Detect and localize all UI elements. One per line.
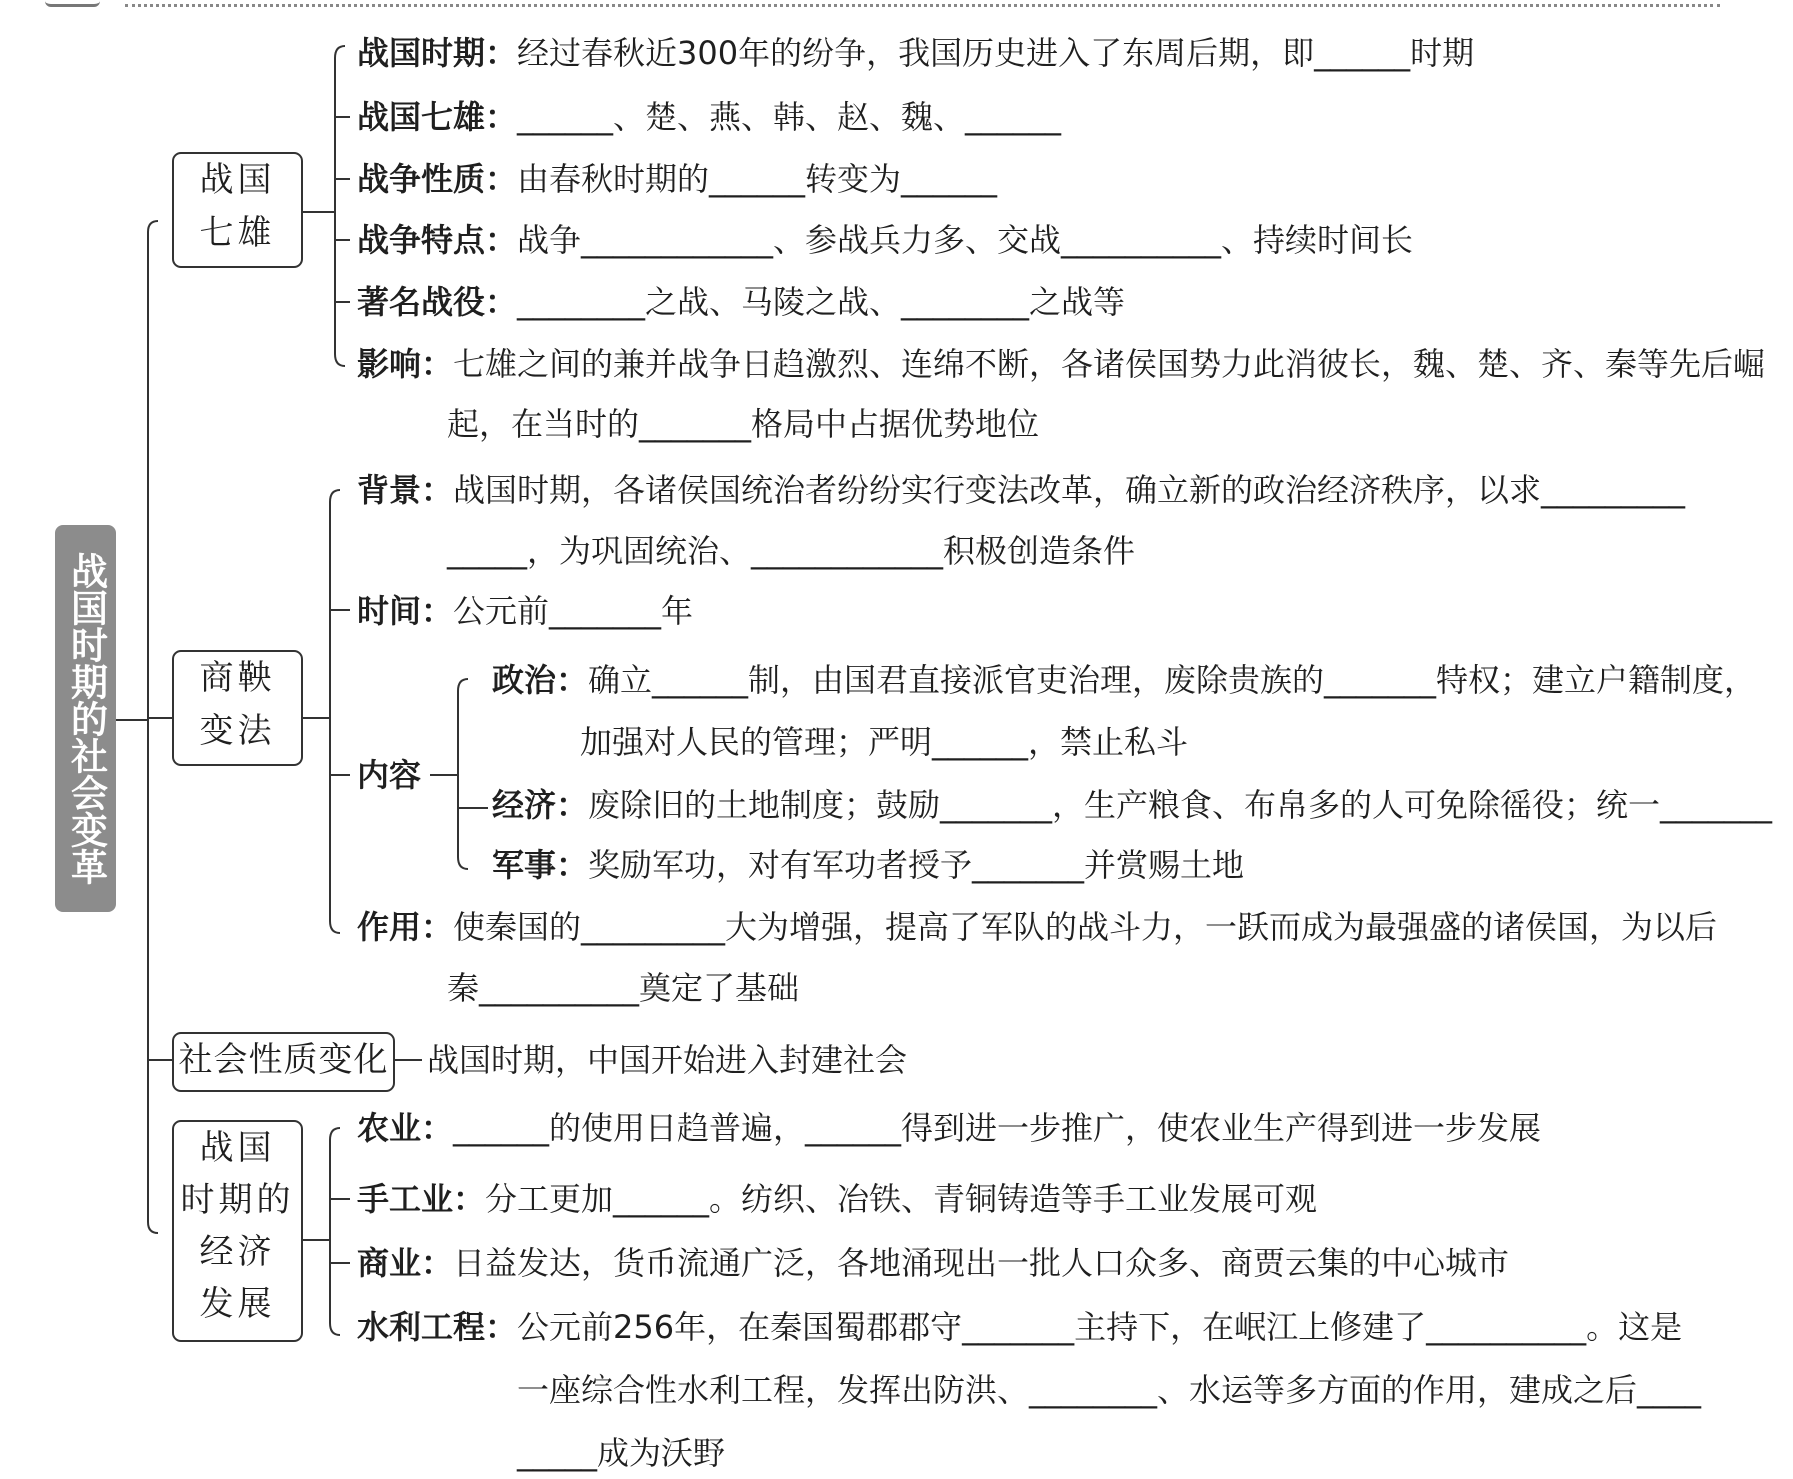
item-text: 使秦国的_________大为增强，提高了军队的战斗力，一跃而成为最强盛的诸侯国，为以后 xyxy=(453,908,1718,946)
content-item xyxy=(492,660,1756,700)
list-item xyxy=(357,1179,1317,1219)
list-item xyxy=(517,1370,1701,1410)
box-line: 变法 xyxy=(199,711,276,751)
list-item xyxy=(447,531,1135,571)
list-item xyxy=(447,968,799,1008)
item-text: 战争____________、参战兵力多、交战__________、持续时间长 xyxy=(517,221,1414,259)
item-label: 手工业： xyxy=(357,1180,486,1218)
box-shehui-xingzhi xyxy=(172,1032,395,1092)
item-label: 作用： xyxy=(357,908,454,946)
list-item xyxy=(357,1307,1682,1347)
shehui-text: 战国时期，中国开始进入封建社会 xyxy=(427,1041,908,1079)
box-line: 经济 xyxy=(199,1232,276,1272)
content-label: 内容 xyxy=(357,756,422,794)
content-item xyxy=(580,722,1188,762)
item-text: 战国时期，各诸侯国统治者纷纷实行变法改革，确立新的政治经济秩序，以求_________ xyxy=(453,471,1686,509)
item-text: 公元前_______年 xyxy=(453,592,694,630)
content-item xyxy=(492,845,1244,885)
item-label: 背景： xyxy=(357,471,454,509)
item-text: 废除旧的土地制度；鼓励_______，生产粮食、布帛多的人可免除徭役；统一_______ xyxy=(588,786,1773,824)
item-text: ______的使用日趋普遍，______得到进一步推广，使农业生产得到进一步发展 xyxy=(453,1109,1542,1147)
item-text: 起，在当时的_______格局中占据优势地位 xyxy=(447,405,1040,443)
box-jingji-fazhan xyxy=(172,1120,303,1342)
list-item xyxy=(517,1433,725,1473)
list-item xyxy=(357,1108,1541,1148)
box-zhanguo-qixiong xyxy=(172,152,303,268)
item-text: _____成为沃野 xyxy=(517,1434,726,1472)
list-item xyxy=(357,220,1413,260)
item-text: 加强对人民的管理；严明______，禁止私斗 xyxy=(580,723,1189,761)
item-label: 战国时期： xyxy=(357,34,518,72)
item-label: 商业： xyxy=(357,1244,454,1282)
item-label: 战争性质： xyxy=(357,160,518,198)
list-item xyxy=(357,159,997,199)
box-line: 战国 xyxy=(199,160,276,200)
item-text: 秦__________奠定了基础 xyxy=(447,969,800,1007)
item-label: 农业： xyxy=(357,1109,454,1147)
item-text: 公元前256年，在秦国蜀郡郡守_______主持下，在岷江上修建了__________。这是 xyxy=(517,1308,1683,1346)
box-line: 时期的 xyxy=(180,1180,295,1220)
item-label: 战国七雄： xyxy=(357,98,518,136)
item-text: 分工更加______。纺织、冶铁、青铜铸造等手工业发展可观 xyxy=(485,1180,1318,1218)
item-label: 水利工程： xyxy=(357,1308,518,1346)
list-item xyxy=(357,1243,1509,1283)
item-text: ________之战、马陵之战、________之战等 xyxy=(517,283,1126,321)
item-text: 由春秋时期的______转变为______ xyxy=(517,160,998,198)
item-text: 确立______制，由国君直接派官吏治理，废除贵族的_______特权；建立户籍制度， xyxy=(588,661,1757,699)
item-label: 时间： xyxy=(357,592,454,630)
item-label: 战争特点： xyxy=(357,221,518,259)
list-item xyxy=(357,470,1685,510)
item-text: 一座综合性水利工程，发挥出防洪、________、水运等多方面的作用，建成之后____ xyxy=(517,1371,1702,1409)
item-text: 奖励军功，对有军功者授予_______并赏赐土地 xyxy=(588,846,1245,884)
item-label: 军事： xyxy=(492,846,589,884)
box-line: 社会性质变化 xyxy=(178,1040,389,1080)
item-text: ______、楚、燕、韩、赵、魏、______ xyxy=(517,98,1062,136)
item-label: 影响： xyxy=(357,345,454,383)
item-text: 经过春秋近300年的纷争，我国历史进入了东周后期，即______时期 xyxy=(517,34,1475,72)
box-line: 商鞅 xyxy=(199,658,276,698)
list-item xyxy=(357,282,1125,322)
list-item xyxy=(447,404,1039,444)
list-item xyxy=(357,33,1474,73)
item-text: _____，为巩固统治、____________积极创造条件 xyxy=(447,532,1136,570)
list-item xyxy=(357,907,1717,947)
list-item xyxy=(357,97,1061,137)
box-line: 七雄 xyxy=(199,213,276,253)
box-line: 发展 xyxy=(199,1284,276,1324)
item-text: 日益发达，货币流通广泛，各地涌现出一批人口众多、商贾云集的中心城市 xyxy=(453,1244,1510,1282)
content-item xyxy=(492,785,1772,825)
list-item xyxy=(357,591,693,631)
item-text: 七雄之间的兼并战争日趋激烈、连绵不断，各诸侯国势力此消彼长，魏、楚、齐、秦等先后崛 xyxy=(453,345,1766,383)
list-item xyxy=(357,344,1765,384)
box-line: 战国 xyxy=(199,1128,276,1168)
box-shangyang-bianfa xyxy=(172,650,303,766)
item-label: 政治： xyxy=(492,661,589,699)
diagram-title: 战国时期的社会变革 xyxy=(55,525,116,912)
item-label: 经济： xyxy=(492,786,589,824)
item-label: 著名战役： xyxy=(357,283,518,321)
